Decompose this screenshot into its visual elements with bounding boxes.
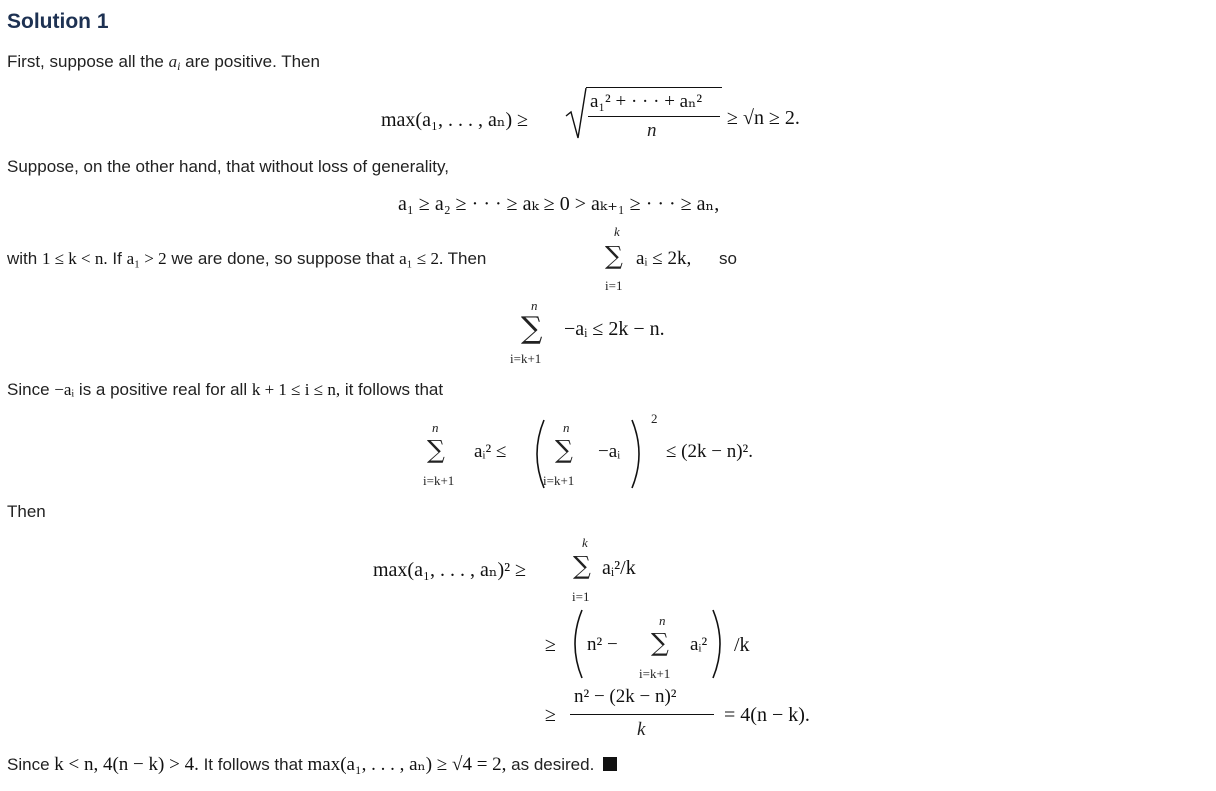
eq5-line3-numerator: n² − (2k − n)² <box>574 686 677 707</box>
eq3-upper: n <box>531 298 538 313</box>
math-ai: $a_i$ <box>168 52 181 73</box>
p3-sum-lower: i=1 <box>605 278 623 293</box>
p3-sum-body: aᵢ ≤ 2k, <box>636 248 692 269</box>
paragraph-intro <box>7 52 320 74</box>
eq5-line3-rhs: = 4(n − k). <box>724 704 810 726</box>
eq4-sigma-2: ∑ <box>555 435 573 464</box>
eq5-line1-lhs: max(a₁, . . . , aₙ)² ≥ <box>373 559 527 581</box>
eq4-right-paren <box>630 418 648 490</box>
eq4-lower-1: i=k+1 <box>423 473 455 488</box>
eq5-line2-rel: ≥ <box>545 634 556 656</box>
eq3-lower: i=k+1 <box>510 351 542 366</box>
paragraph-conclusion <box>7 753 617 776</box>
eq5-line2-sigma: ∑ <box>651 628 669 657</box>
eq5-line1-lower: i=1 <box>572 589 590 604</box>
eq5-right-paren <box>711 608 729 680</box>
solution-heading: Solution 1 <box>7 10 109 33</box>
p3-sigma: ∑ <box>605 241 623 270</box>
eq4-upper-2: n <box>563 420 570 435</box>
eq4-exponent: 2 <box>651 411 658 426</box>
p3-sum-upper: k <box>614 224 620 239</box>
conclusion-text-1: Since <box>7 755 50 774</box>
eq1-numerator: a₁² + · · · + aₙ² <box>590 91 703 112</box>
eq4-term-2: −aᵢ <box>598 441 621 462</box>
eq5-line3-rel: ≥ <box>545 704 556 726</box>
range-math-3: a₁ ≤ 2. <box>399 249 444 268</box>
conclusion-text-3: as desired. <box>511 755 595 774</box>
eq3-sigma: ∑ <box>521 311 543 346</box>
eq1-sqrt-sign <box>566 86 586 142</box>
paragraph-then: Then <box>7 502 46 521</box>
conclusion-math-2: max(a₁, . . . , aₙ) ≥ √4 = 2, <box>307 754 507 775</box>
intro-text-end: are positive. Then <box>185 52 320 71</box>
eq1-rhs: ≥ √n ≥ 2. <box>727 107 800 129</box>
eq4-term-1: aᵢ² ≤ <box>474 441 507 462</box>
eq5-line1-body: aᵢ²/k <box>602 557 636 579</box>
conclusion-text-2: It follows that <box>203 755 303 774</box>
eq5-line1-sigma: ∑ <box>573 551 591 580</box>
eq1-denominator: n <box>647 120 657 141</box>
eq5-line3-fraction-bar <box>570 714 714 715</box>
eq4-lower-2: i=k+1 <box>543 473 575 488</box>
eq5-line3-denominator: k <box>637 719 646 740</box>
intro-text: First, suppose all the <box>7 52 164 71</box>
eq2-ordering: a₁ ≥ a₂ ≥ · · · ≥ aₖ ≥ 0 > aₖ₊₁ ≥ · · · ≥ aₙ, <box>398 193 720 215</box>
eq5-line2-b: aᵢ² <box>690 634 708 655</box>
range-text-4: Then <box>447 249 487 268</box>
positive-math-2: k + 1 ≤ i ≤ n, <box>251 380 341 399</box>
paragraph-wlog: Suppose, on the other hand, that without loss of generality, <box>7 157 449 176</box>
positive-text-1: Since <box>7 380 50 399</box>
range-text-2: If <box>112 249 122 268</box>
positive-text-3: it follows that <box>344 380 444 399</box>
p3-so: so <box>719 249 737 268</box>
eq5-line2-upper: n <box>659 613 666 628</box>
eq4-sigma-1: ∑ <box>427 435 445 464</box>
range-text-3: we are done, so suppose that <box>171 249 395 268</box>
eq5-line2-lower: i=k+1 <box>639 666 671 681</box>
eq1-fraction-bar <box>588 116 720 117</box>
eq1-sqrt-bar <box>586 87 722 88</box>
eq4-rhs: ≤ (2k − n)². <box>666 441 753 462</box>
positive-math-1: −aᵢ <box>54 380 75 399</box>
eq5-line2-tail: /k <box>734 634 750 656</box>
positive-text-2: is a positive real for all <box>78 380 248 399</box>
eq1-lhs: max(a₁, . . . , aₙ) ≥ <box>381 109 529 131</box>
eq5-left-paren <box>566 608 584 680</box>
eq3-body: −aᵢ ≤ 2k − n. <box>564 318 665 340</box>
paragraph-range <box>7 249 486 269</box>
eq5-line2-a: n² − <box>587 634 618 655</box>
eq4-upper-1: n <box>432 420 439 435</box>
range-math-2: a₁ > 2 <box>126 249 167 268</box>
eq5-line1-upper: k <box>582 535 588 550</box>
range-math-1: 1 ≤ k < n. <box>41 249 108 268</box>
paragraph-positive <box>7 380 443 400</box>
qed-square-icon <box>603 757 617 771</box>
range-text-1: with <box>7 249 38 268</box>
conclusion-math-1: k < n, 4(n − k) > 4. <box>54 754 199 775</box>
